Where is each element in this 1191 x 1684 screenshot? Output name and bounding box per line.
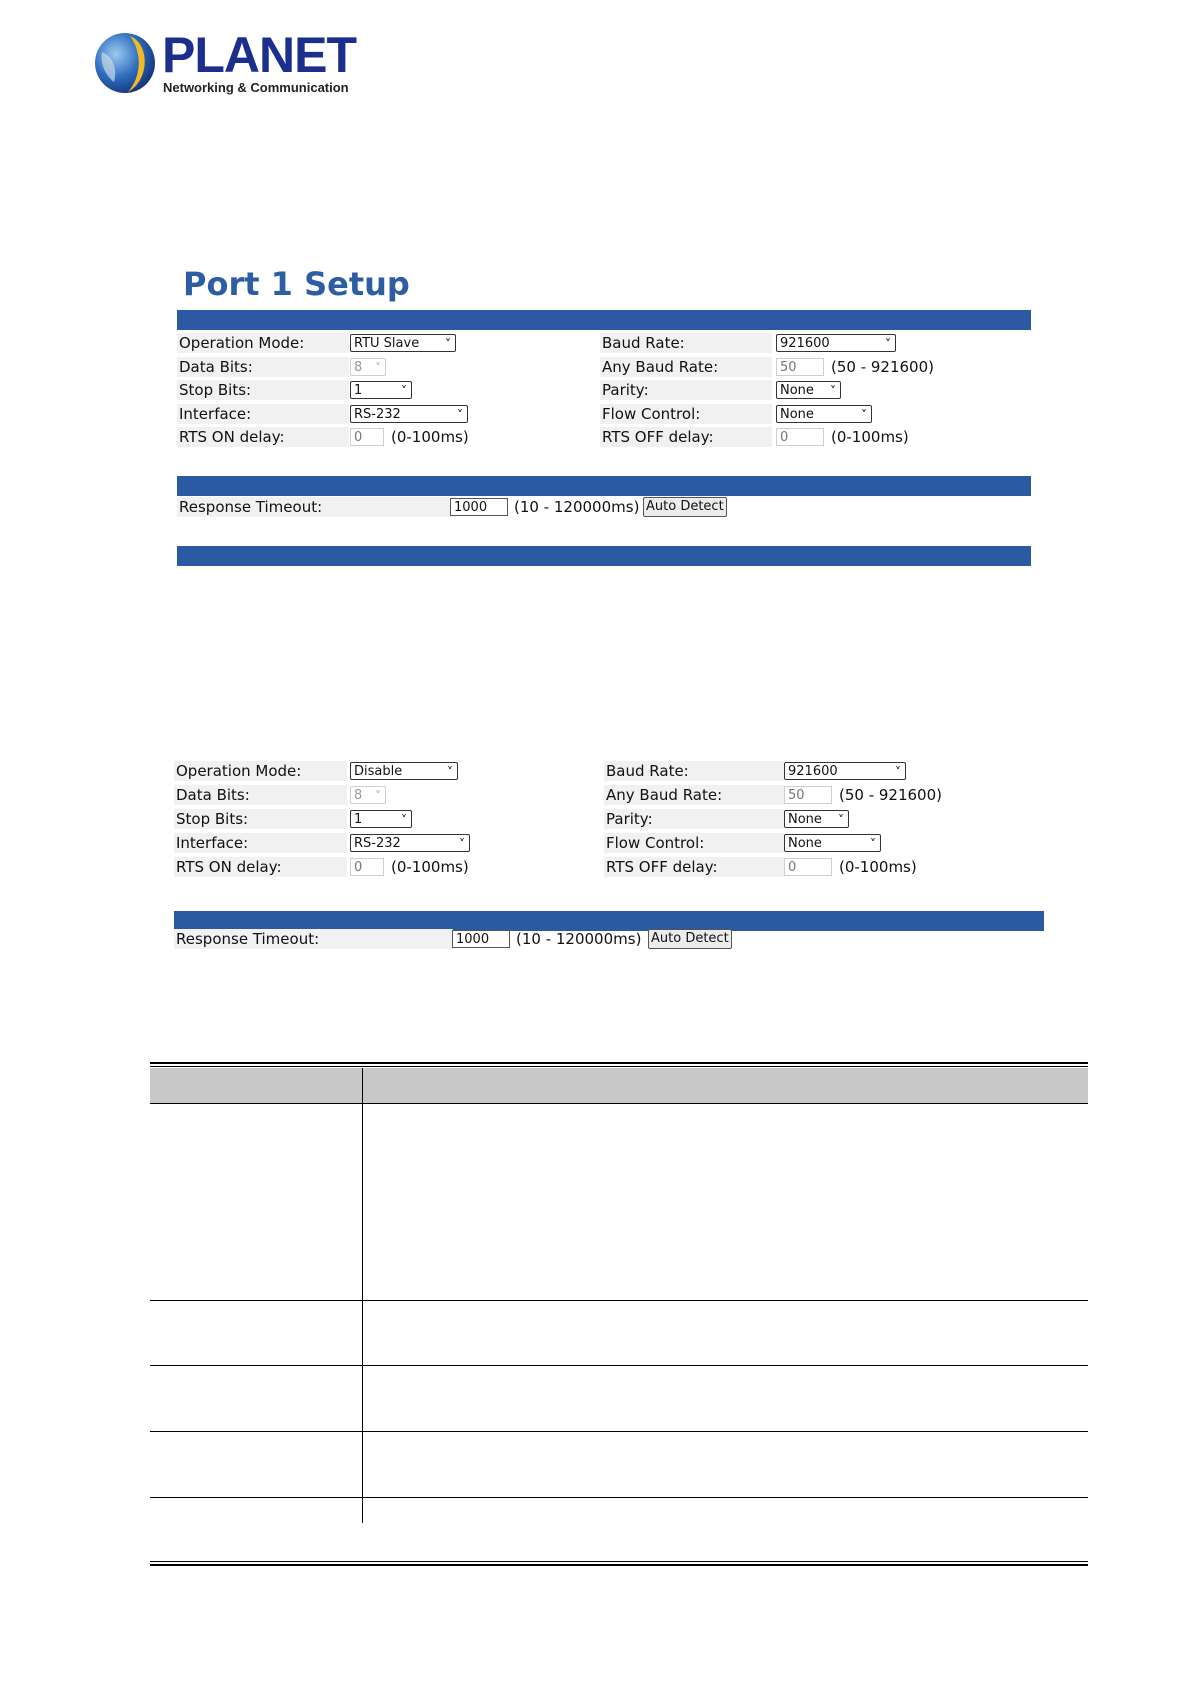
select-value: 921600 <box>780 336 830 351</box>
select-value: 1 <box>354 812 363 827</box>
planet-globe-icon <box>92 30 158 96</box>
dropdown-select[interactable] <box>350 405 468 423</box>
range-hint: (0-100ms) <box>831 428 909 446</box>
range-hint: (10 - 120000ms) <box>516 930 642 948</box>
table-rule <box>150 1062 1088 1064</box>
text-input[interactable]: 50 <box>776 358 824 376</box>
dropdown-select[interactable] <box>784 834 881 852</box>
table-rule <box>150 1066 1088 1067</box>
range-hint: (0-100ms) <box>391 428 469 446</box>
chevron-down-icon: ˅ <box>447 765 453 779</box>
select-value: None <box>780 406 814 422</box>
field-label: Flow Control: <box>600 404 772 424</box>
table-rule <box>150 1564 1088 1566</box>
dropdown-select <box>350 786 386 804</box>
field-label: Flow Control: <box>604 833 784 853</box>
chevron-down-icon: ˅ <box>457 407 463 422</box>
text-input[interactable]: 0 <box>776 428 824 446</box>
table-rule <box>150 1561 1088 1562</box>
response-timeout-label: Response Timeout: <box>177 497 456 517</box>
select-value: RS-232 <box>354 836 401 851</box>
chevron-down-icon: ˅ <box>375 789 381 803</box>
field-label: RTS ON delay: <box>174 857 347 877</box>
select-value: RS-232 <box>354 406 401 422</box>
select-value: 8 <box>354 788 363 803</box>
select-value: 8 <box>354 359 363 375</box>
select-value: None <box>780 383 814 398</box>
select-value: Disable <box>354 764 403 779</box>
section-header-bar <box>177 310 1031 330</box>
text-input[interactable]: 0 <box>350 858 384 876</box>
range-hint: (50 - 921600) <box>839 786 943 804</box>
field-label: RTS OFF delay: <box>604 857 784 877</box>
field-label: Parity: <box>604 809 784 829</box>
dropdown-select[interactable] <box>350 334 456 352</box>
auto-detect-button[interactable]: Auto Detect <box>648 929 732 949</box>
field-label: Operation Mode: <box>174 761 347 781</box>
chevron-down-icon: ˅ <box>861 407 867 422</box>
text-input[interactable]: 0 <box>784 858 832 876</box>
brand-name: PLANET <box>162 27 356 83</box>
dropdown-select[interactable] <box>776 334 896 352</box>
chevron-down-icon: ˅ <box>895 765 901 779</box>
select-value: None <box>788 812 822 827</box>
table-row-divider <box>150 1431 1088 1432</box>
field-label: Baud Rate: <box>600 333 772 353</box>
dropdown-select[interactable] <box>350 834 470 852</box>
field-label: RTS OFF delay: <box>600 427 772 447</box>
field-label: Interface: <box>177 404 349 424</box>
field-label: Stop Bits: <box>177 380 349 400</box>
chevron-down-icon: ˅ <box>870 837 876 851</box>
dropdown-select[interactable] <box>350 762 458 780</box>
response-timeout-input[interactable]: 1000 <box>450 498 508 516</box>
dropdown-select[interactable] <box>350 810 412 828</box>
table-row-divider <box>150 1365 1088 1366</box>
section-header-bar <box>177 476 1031 496</box>
section-footer-bar <box>177 546 1031 566</box>
dropdown-select <box>350 358 386 376</box>
dropdown-select[interactable] <box>776 381 841 399</box>
dropdown-select[interactable] <box>350 381 412 399</box>
range-hint: (10 - 120000ms) <box>514 498 640 516</box>
dropdown-select[interactable] <box>784 810 849 828</box>
chevron-down-icon: ˅ <box>375 360 381 375</box>
dropdown-select[interactable] <box>784 762 906 780</box>
select-value: None <box>788 836 822 851</box>
field-label: Data Bits: <box>174 785 347 805</box>
chevron-down-icon: ˅ <box>401 384 407 398</box>
field-label: Data Bits: <box>177 357 349 377</box>
table-row-divider <box>150 1300 1088 1301</box>
chevron-down-icon: ˅ <box>885 337 891 351</box>
table-row-divider <box>150 1497 1088 1498</box>
field-label: RTS ON delay: <box>177 427 349 447</box>
chevron-down-icon: ˅ <box>459 837 465 851</box>
field-label: Any Baud Rate: <box>604 785 784 805</box>
section-header-bar <box>174 911 1044 931</box>
field-label: Interface: <box>174 833 347 853</box>
dropdown-select[interactable] <box>776 405 872 423</box>
range-hint: (0-100ms) <box>839 858 917 876</box>
chevron-down-icon: ˅ <box>838 813 844 827</box>
brand-tagline: Networking & Communication <box>163 80 349 95</box>
chevron-down-icon: ˅ <box>401 813 407 827</box>
auto-detect-button[interactable]: Auto Detect <box>643 497 727 517</box>
chevron-down-icon: ˅ <box>445 337 451 351</box>
response-timeout-input[interactable]: 1000 <box>452 930 510 948</box>
select-value: 1 <box>354 383 363 398</box>
chevron-down-icon: ˅ <box>830 384 836 398</box>
field-label: Baud Rate: <box>604 761 784 781</box>
range-hint: (50 - 921600) <box>831 357 935 376</box>
select-value: 921600 <box>788 764 838 779</box>
select-value: RTU Slave <box>354 336 420 351</box>
field-label: Operation Mode: <box>177 333 349 353</box>
field-label: Stop Bits: <box>174 809 347 829</box>
field-label: Any Baud Rate: <box>600 357 772 377</box>
table-column-divider <box>362 1068 363 1523</box>
page-title: Port 1 Setup <box>183 265 410 303</box>
response-timeout-label: Response Timeout: <box>174 929 453 949</box>
text-input[interactable]: 50 <box>784 786 832 804</box>
field-label: Parity: <box>600 380 772 400</box>
table-header <box>150 1068 1088 1104</box>
text-input[interactable]: 0 <box>350 428 384 446</box>
range-hint: (0-100ms) <box>391 858 469 876</box>
